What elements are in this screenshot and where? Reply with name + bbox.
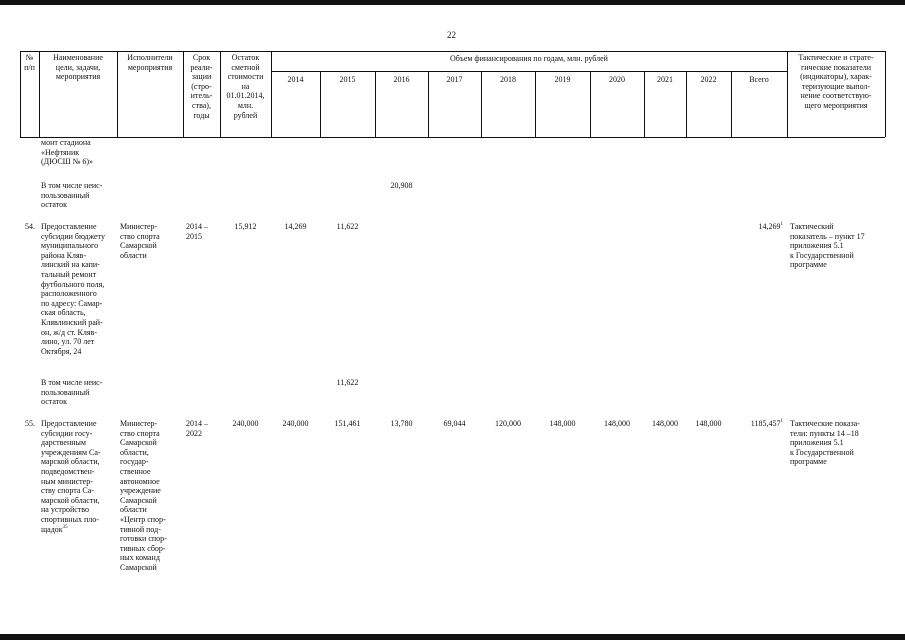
- row54-term: 2014 – 2015: [186, 222, 208, 241]
- header-year: 2014: [287, 75, 304, 84]
- row55-2015: 151,461: [334, 419, 361, 428]
- row55-2019: 148,000: [549, 419, 576, 428]
- row55-2016: 13,780: [390, 419, 413, 428]
- header-year: 2015: [339, 75, 356, 84]
- row54-2014: 14,269: [284, 222, 307, 231]
- top-border: [0, 0, 905, 5]
- row54-total: 14,269$^1$: [758, 222, 783, 231]
- row55-2021: 148,000: [652, 419, 678, 428]
- row55-2014: 240,000: [282, 419, 309, 428]
- cont-unused-2016: 20,908: [390, 181, 413, 190]
- row54-remainder: 15,912: [234, 222, 257, 231]
- header-name: Наименование цели, задачи, мероприятия: [53, 53, 103, 82]
- row55-name: Предоставление субсидии госу- дарственным учреждениям Са- марской области, подведомствен- ным министер- ству спорта Са- марской области, на устройство спортивных пло- щадок$^{35}$: [41, 419, 101, 534]
- row55-2017: 69,044: [443, 419, 466, 428]
- row55-num: 55.: [25, 419, 35, 428]
- header-year: 2017: [446, 75, 463, 84]
- row55-total: 1185,457$^1$: [750, 419, 783, 428]
- row55-term: 2014 – 2022: [186, 419, 208, 438]
- header-year: 2016: [393, 75, 410, 84]
- header-indicators: Тактические и страте- гические показатели (индикаторы), харак- теризующие выпол- нение соответствую- щего мероприятия: [798, 53, 874, 110]
- header-year: 2020: [609, 75, 625, 84]
- row54-unused-2015: 11,622: [336, 378, 359, 387]
- row55-2018: 120,000: [495, 419, 521, 428]
- row54-num: 54.: [25, 222, 35, 231]
- header-bottom-line: [20, 137, 885, 138]
- cont-name: монт стадиона «Нефтяник (ДЮСШ № 6)»: [41, 138, 94, 167]
- cont-unused-label: В том числе неис- пользованный остаток: [41, 181, 103, 210]
- header-year: 2018: [500, 75, 516, 84]
- header-year: 2022: [700, 75, 717, 84]
- row54-name: Предоставление субсидии бюджету муниципального района Кляв- линский на капи- тальный ремонт футбольного поля, расположенного по адресу: Самар- ская область, Клявлинский рай- он, ж/д ст. Кляв- лино, ул. 70 лет Октября, 24: [41, 222, 105, 356]
- header-remainder: Остаток сметной стоимости на 01.01.2014, млн. рублей: [226, 53, 265, 120]
- header-funding: Объем финансирования по годам, млн. рублей: [450, 54, 608, 63]
- row54-indicator: Тактический показатель – пункт 17 приложения 5.1 к Государственной программе: [790, 222, 865, 270]
- row54-executor: Министер- ство спорта Самарской области: [120, 222, 160, 260]
- row55-2020: 148,000: [604, 419, 630, 428]
- header-top-line: [20, 51, 885, 52]
- row54-2015: 11,622: [336, 222, 359, 231]
- years-divider-line: [271, 71, 787, 72]
- row54-unused-label: В том числе неис- пользованный остаток: [41, 378, 103, 407]
- header-year: 2021: [657, 75, 673, 84]
- header-term: Срок реали- зации (стро- итель- ства), годы: [190, 53, 213, 120]
- row55-remainder: 240,000: [232, 419, 259, 428]
- page-number: 22: [447, 30, 456, 40]
- header-total: Всего: [749, 75, 769, 84]
- bottom-border: [0, 634, 905, 640]
- header-executors: Исполнители мероприятия: [127, 53, 173, 72]
- header-year: 2019: [554, 75, 571, 84]
- row55-executor: Министер- ство спорта Самарской области, государ- ственное автономное учреждение Самарской области «Центр спор- тивной под- готовки спор- тивных сбор- ных команд Самарской: [120, 419, 167, 572]
- row55-2022: 148,000: [695, 419, 722, 428]
- row55-indicator: Тактические показа- тели: пункты 14 –18 приложения 5.1 к Государственной программе: [790, 419, 860, 467]
- header-num: № п/п: [24, 53, 35, 72]
